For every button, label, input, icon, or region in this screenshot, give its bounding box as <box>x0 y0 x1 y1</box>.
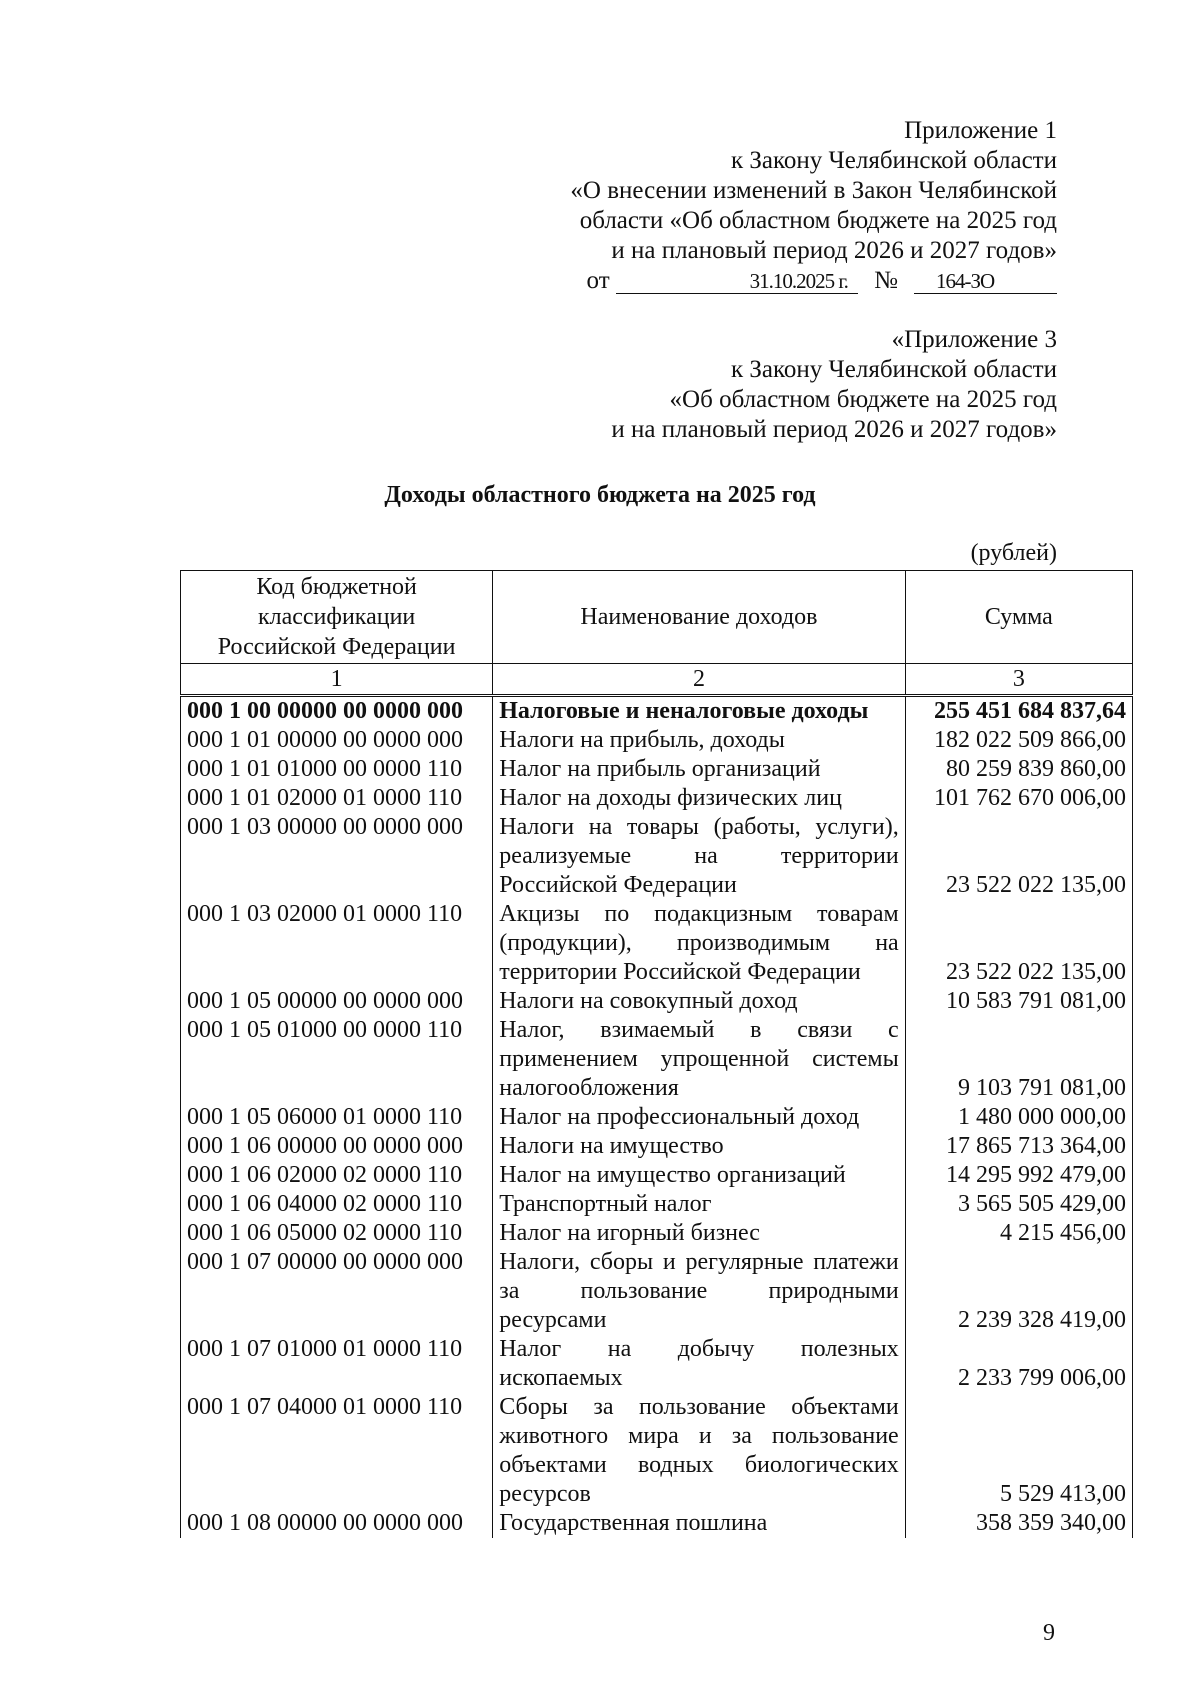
appendix-3-line: «Об областном бюджете на 2025 год <box>669 386 1057 413</box>
row-code: 000 1 05 00000 00 0000 000 <box>181 987 493 1016</box>
table-row <box>181 1132 1133 1161</box>
row-name: Акцизы по подакцизным товарам (продукции), производимым на территории Российской Федерации <box>493 900 905 987</box>
row-name: Налоги, сборы и регулярные платежи за пользование природными ресурсами <box>493 1248 905 1335</box>
appendix-3-line: «Приложение 3 <box>891 326 1057 353</box>
table-row <box>181 1219 1133 1248</box>
table-row <box>181 1190 1133 1219</box>
row-amount: 182 022 509 866,00 <box>905 726 1132 755</box>
table-row <box>181 1016 1133 1103</box>
row-amount: 23 522 022 135,00 <box>905 813 1132 900</box>
appendix-1-line: к Закону Челябинской области <box>731 147 1057 174</box>
document-title: Доходы областного бюджета на 2025 год <box>384 482 816 508</box>
header-name: Наименование доходов <box>493 571 905 664</box>
header-code: Код бюджетной классификации Российской Федерации <box>181 571 493 664</box>
row-code: 000 1 07 04000 01 0000 110 <box>181 1393 493 1509</box>
row-code: 000 1 03 00000 00 0000 000 <box>181 813 493 900</box>
row-amount: 9 103 791 081,00 <box>905 1016 1132 1103</box>
appendix-3-line: и на плановый период 2026 и 2027 годов» <box>611 416 1057 443</box>
table-row <box>181 726 1133 755</box>
row-code: 000 1 03 02000 01 0000 110 <box>181 900 493 987</box>
row-amount: 2 233 799 006,00 <box>905 1335 1132 1393</box>
table-row <box>181 1509 1133 1538</box>
row-amount: 4 215 456,00 <box>905 1219 1132 1248</box>
row-name: Налоговые и неналоговые доходы <box>493 696 905 727</box>
row-amount: 17 865 713 364,00 <box>905 1132 1132 1161</box>
appendix-3-line: к Закону Челябинской области <box>731 356 1057 383</box>
law-date-number-line <box>570 266 1057 296</box>
from-label: от <box>586 267 610 294</box>
table-row <box>181 696 1133 727</box>
row-name: Налог на профессиональный доход <box>493 1103 905 1132</box>
law-date: 31.10.2025 г. <box>616 269 858 294</box>
row-amount: 255 451 684 837,64 <box>905 696 1132 727</box>
header-amount: Сумма <box>905 571 1132 664</box>
row-code: 000 1 07 01000 01 0000 110 <box>181 1335 493 1393</box>
table-row <box>181 1103 1133 1132</box>
table-row <box>181 900 1133 987</box>
row-name: Налог на имущество организаций <box>493 1161 905 1190</box>
row-amount: 2 239 328 419,00 <box>905 1248 1132 1335</box>
table-row <box>181 1335 1133 1393</box>
row-amount: 3 565 505 429,00 <box>905 1190 1132 1219</box>
row-code: 000 1 01 01000 00 0000 110 <box>181 755 493 784</box>
row-code: 000 1 06 04000 02 0000 110 <box>181 1190 493 1219</box>
page-number: 9 <box>1043 1620 1055 1646</box>
row-name: Сборы за пользование объектами животного мира и за пользование объектами водных биологических ресурсов <box>493 1393 905 1509</box>
row-code: 000 1 05 06000 01 0000 110 <box>181 1103 493 1132</box>
appendix-1-line: и на плановый период 2026 и 2027 годов» <box>611 237 1057 264</box>
row-name: Налог на игорный бизнес <box>493 1219 905 1248</box>
row-name: Налог на прибыль организаций <box>493 755 905 784</box>
row-code: 000 1 05 01000 00 0000 110 <box>181 1016 493 1103</box>
table-row <box>181 1393 1133 1509</box>
row-name: Налоги на совокупный доход <box>493 987 905 1016</box>
column-number: 3 <box>905 664 1132 696</box>
appendix-3-block <box>611 325 1057 445</box>
row-code: 000 1 06 02000 02 0000 110 <box>181 1161 493 1190</box>
row-name: Налог, взимаемый в связи с применением упрощенной системы налогообложения <box>493 1016 905 1103</box>
table-row <box>181 784 1133 813</box>
law-number: 164-ЗО <box>914 269 1057 294</box>
row-code: 000 1 06 05000 02 0000 110 <box>181 1219 493 1248</box>
table-row <box>181 1161 1133 1190</box>
row-code: 000 1 08 00000 00 0000 000 <box>181 1509 493 1538</box>
row-name: Налоги на товары (работы, услуги), реализуемые на территории Российской Федерации <box>493 813 905 900</box>
row-code: 000 1 01 02000 01 0000 110 <box>181 784 493 813</box>
unit-label: (рублей) <box>970 540 1057 566</box>
appendix-1-block <box>570 116 1057 296</box>
table-row <box>181 1248 1133 1335</box>
row-amount: 14 295 992 479,00 <box>905 1161 1132 1190</box>
table-row <box>181 987 1133 1016</box>
row-amount: 23 522 022 135,00 <box>905 900 1132 987</box>
row-amount: 101 762 670 006,00 <box>905 784 1132 813</box>
row-name: Налоги на имущество <box>493 1132 905 1161</box>
row-code: 000 1 06 00000 00 0000 000 <box>181 1132 493 1161</box>
row-code: 000 1 07 00000 00 0000 000 <box>181 1248 493 1335</box>
appendix-1-line: «О внесении изменений в Закон Челябинской <box>570 177 1057 204</box>
row-amount: 5 529 413,00 <box>905 1393 1132 1509</box>
row-amount: 358 359 340,00 <box>905 1509 1132 1538</box>
row-code: 000 1 01 00000 00 0000 000 <box>181 726 493 755</box>
row-amount: 80 259 839 860,00 <box>905 755 1132 784</box>
table-row <box>181 755 1133 784</box>
row-name: Налоги на прибыль, доходы <box>493 726 905 755</box>
row-name: Налог на доходы физических лиц <box>493 784 905 813</box>
row-code: 000 1 00 00000 00 0000 000 <box>181 696 493 727</box>
appendix-1-line: Приложение 1 <box>904 117 1057 144</box>
row-amount: 10 583 791 081,00 <box>905 987 1132 1016</box>
row-name: Государственная пошлина <box>493 1509 905 1538</box>
row-name: Налог на добычу полезных ископаемых <box>493 1335 905 1393</box>
column-number: 2 <box>493 664 905 696</box>
table-row <box>181 813 1133 900</box>
column-number: 1 <box>181 664 493 696</box>
revenue-table <box>180 570 1133 1538</box>
appendix-1-line: области «Об областном бюджете на 2025 год <box>579 207 1057 234</box>
row-name: Транспортный налог <box>493 1190 905 1219</box>
number-label: № <box>874 267 898 294</box>
row-amount: 1 480 000 000,00 <box>905 1103 1132 1132</box>
